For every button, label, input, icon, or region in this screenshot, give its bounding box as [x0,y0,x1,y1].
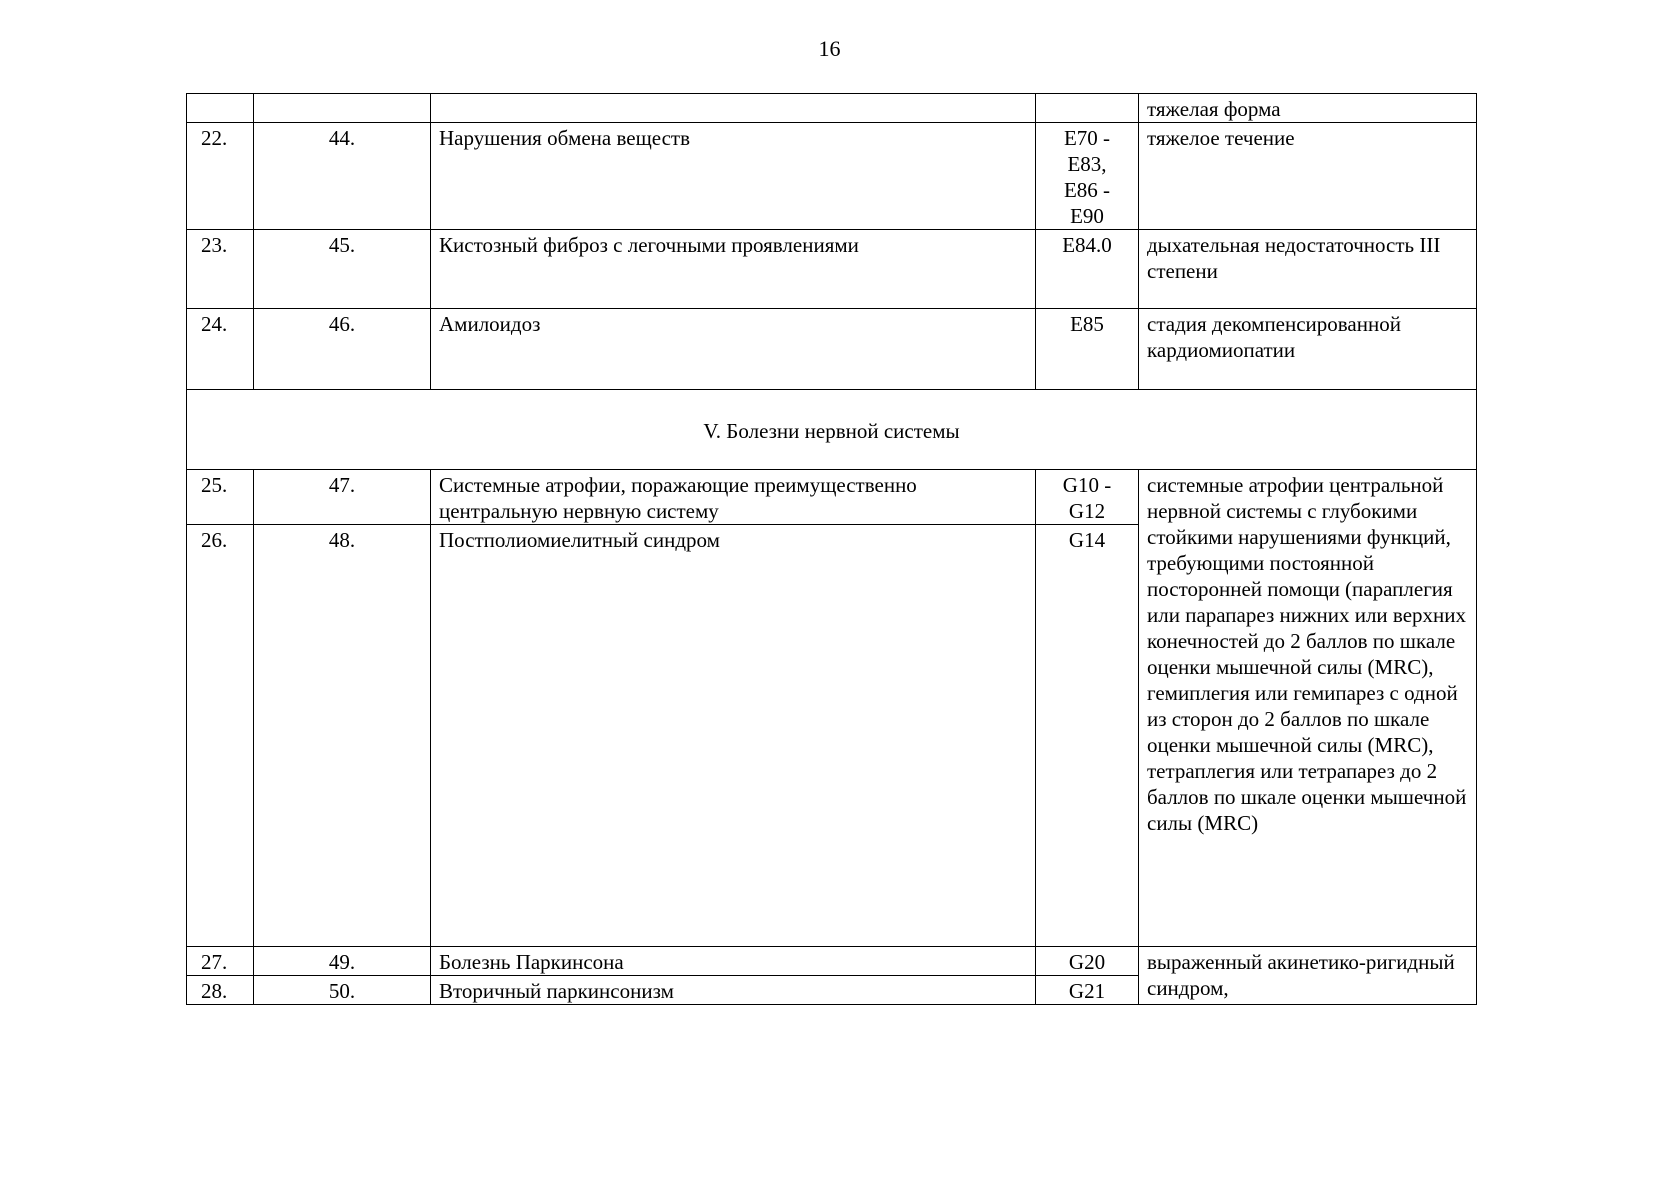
item-number-cell: 49. [254,947,431,976]
condition-cell: тяжелая форма [1139,94,1477,123]
item-number-cell: 50. [254,976,431,1005]
table-cell [187,94,254,123]
item-number-cell: 45. [254,230,431,309]
row-number-cell: 24. [187,309,254,390]
table-cell [1036,94,1139,123]
icd-code-cell: G21 [1036,976,1139,1005]
disease-cell: Нарушения обмена веществ [431,123,1036,230]
table-row [187,309,1477,390]
item-number-cell: 48. [254,525,431,947]
table-row [187,470,1477,525]
section-title: V. Болезни нервной системы [187,390,1477,470]
section-row [187,390,1477,470]
disease-cell: Системные атрофии, поражающие преимущественно центральную нервную систему [431,470,1036,525]
icd-code-cell: G14 [1036,525,1139,947]
condition-cell: выраженный акинетико-ригидный синдром, [1139,947,1477,1005]
item-number-cell: 46. [254,309,431,390]
condition-cell: системные атрофии центральной нервной системы с глубокими стойкими нарушениями функций, требующими постоянной посторонней помощи (параплегия или парапарез нижних или верхних конечностей до 2 баллов по шкале оценки мышечной силы (MRC), гемиплегия или гемипарез с одной из сторон до 2 баллов по шкале оценки мышечной силы (MRC), тетраплегия или тетрапарез до 2 баллов по шкале оценки мышечной силы (MRC) [1139,470,1477,947]
condition-cell: стадия декомпенсированной кардиомиопатии [1139,309,1477,390]
disease-cell: Постполиомиелитный синдром [431,525,1036,947]
disease-cell: Болезнь Паркинсона [431,947,1036,976]
row-number-cell: 26. [187,525,254,947]
table-row [187,230,1477,309]
icd-code-cell: E84.0 [1036,230,1139,309]
disease-cell: Кистозный фиброз с легочными проявлениями [431,230,1036,309]
row-number-cell: 25. [187,470,254,525]
page-number: 16 [818,36,841,61]
condition-cell: дыхательная недостаточность III степени [1139,230,1477,309]
icd-code-cell: E85 [1036,309,1139,390]
table-row [187,123,1477,230]
item-number-cell: 44. [254,123,431,230]
disease-table [186,93,1477,1005]
table-row [187,947,1477,976]
table-row [187,94,1477,123]
row-number-cell: 28. [187,976,254,1005]
table-cell [431,94,1036,123]
row-number-cell: 22. [187,123,254,230]
item-number-cell: 47. [254,470,431,525]
table-cell [254,94,431,123]
icd-code-cell: G10 - G12 [1036,470,1139,525]
disease-cell: Вторичный паркинсонизм [431,976,1036,1005]
disease-cell: Амилоидоз [431,309,1036,390]
row-number-cell: 23. [187,230,254,309]
icd-code-cell: G20 [1036,947,1139,976]
row-number-cell: 27. [187,947,254,976]
condition-cell: тяжелое течение [1139,123,1477,230]
icd-code-cell: E70 - E83, E86 - E90 [1036,123,1139,230]
